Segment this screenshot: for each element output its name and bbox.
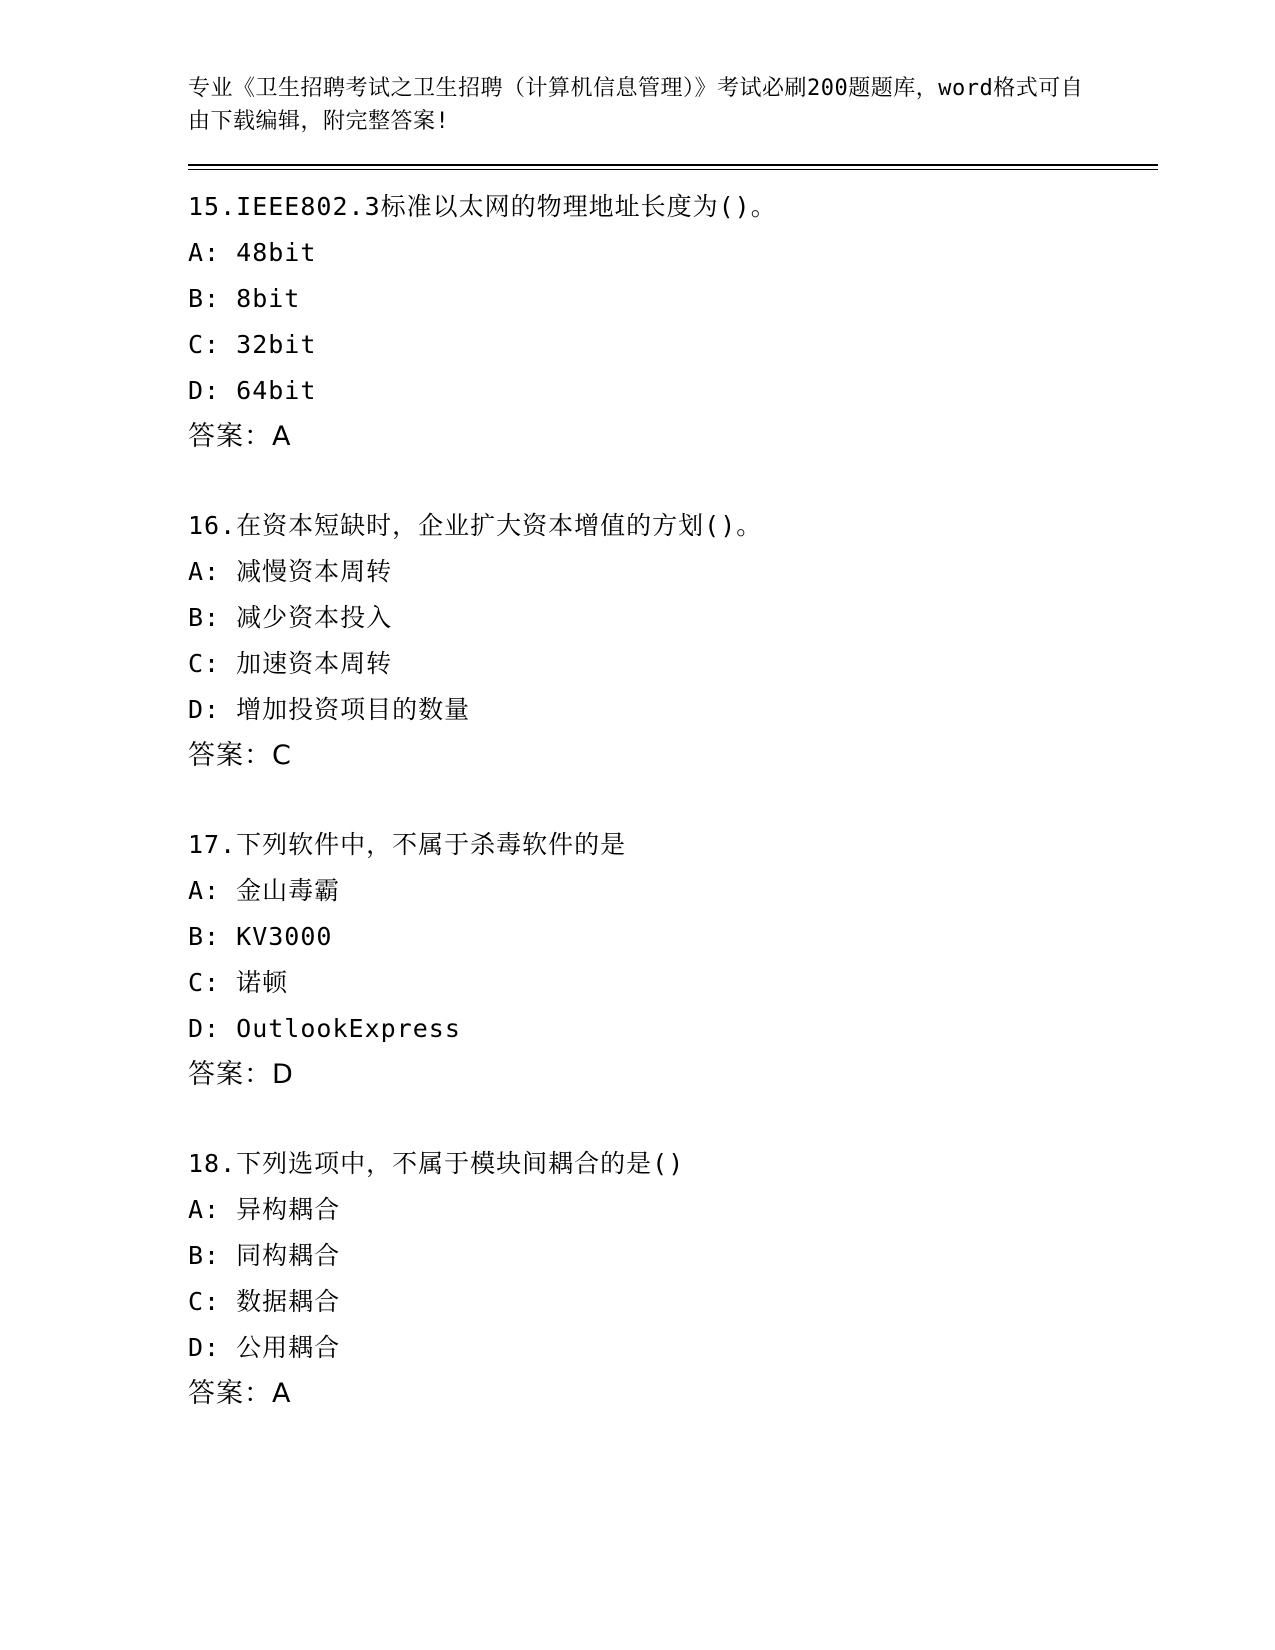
header-divider bbox=[188, 164, 1158, 170]
option-c: C: 数据耦合 bbox=[188, 1287, 341, 1316]
option-a: A: 减慢资本周转 bbox=[188, 557, 393, 586]
answer-label: 答案： bbox=[188, 1378, 272, 1409]
document-page bbox=[188, 72, 1158, 1417]
question-18 bbox=[188, 1141, 1158, 1417]
question-15 bbox=[188, 184, 1158, 460]
answer-value: C bbox=[272, 740, 292, 771]
option-d: D: 公用耦合 bbox=[188, 1333, 341, 1362]
answer-label: 答案： bbox=[188, 421, 272, 452]
document-header: 专业《卫生招聘考试之卫生招聘（计算机信息管理）》考试必刷200题题库，word格式可自由下载编辑，附完整答案! bbox=[188, 76, 1084, 134]
question-16 bbox=[188, 503, 1158, 779]
answer-label: 答案： bbox=[188, 1059, 272, 1090]
question-title: 18.下列选项中，不属于模块间耦合的是() bbox=[188, 1149, 685, 1178]
option-c: C: 诺顿 bbox=[188, 968, 289, 997]
option-a: A: 金山毒霸 bbox=[188, 876, 341, 905]
answer-line bbox=[188, 1371, 1158, 1417]
option-b: B: KV3000 bbox=[188, 922, 333, 951]
answer-line bbox=[188, 414, 1158, 460]
option-c: C: 32bit bbox=[188, 330, 317, 359]
answer-value: A bbox=[272, 421, 292, 452]
option-a: A: 异构耦合 bbox=[188, 1195, 341, 1224]
answer-value: A bbox=[272, 1378, 292, 1409]
question-title: 15.IEEE802.3标准以太网的物理地址长度为()。 bbox=[188, 192, 777, 221]
option-d: D: OutlookExpress bbox=[188, 1014, 461, 1043]
option-c: C: 加速资本周转 bbox=[188, 649, 393, 678]
option-b: B: 减少资本投入 bbox=[188, 603, 393, 632]
option-a: A: 48bit bbox=[188, 238, 317, 267]
question-17 bbox=[188, 822, 1158, 1098]
option-d: D: 64bit bbox=[188, 376, 317, 405]
question-title: 17.下列软件中，不属于杀毒软件的是 bbox=[188, 830, 627, 859]
question-title: 16.在资本短缺时，企业扩大资本增值的方划()。 bbox=[188, 511, 763, 540]
answer-value: D bbox=[272, 1059, 294, 1090]
answer-line bbox=[188, 1052, 1158, 1098]
option-b: B: 同构耦合 bbox=[188, 1241, 341, 1270]
option-b: B: 8bit bbox=[188, 284, 301, 313]
option-d: D: 增加投资项目的数量 bbox=[188, 695, 471, 724]
answer-line bbox=[188, 733, 1158, 779]
answer-label: 答案： bbox=[188, 740, 272, 771]
